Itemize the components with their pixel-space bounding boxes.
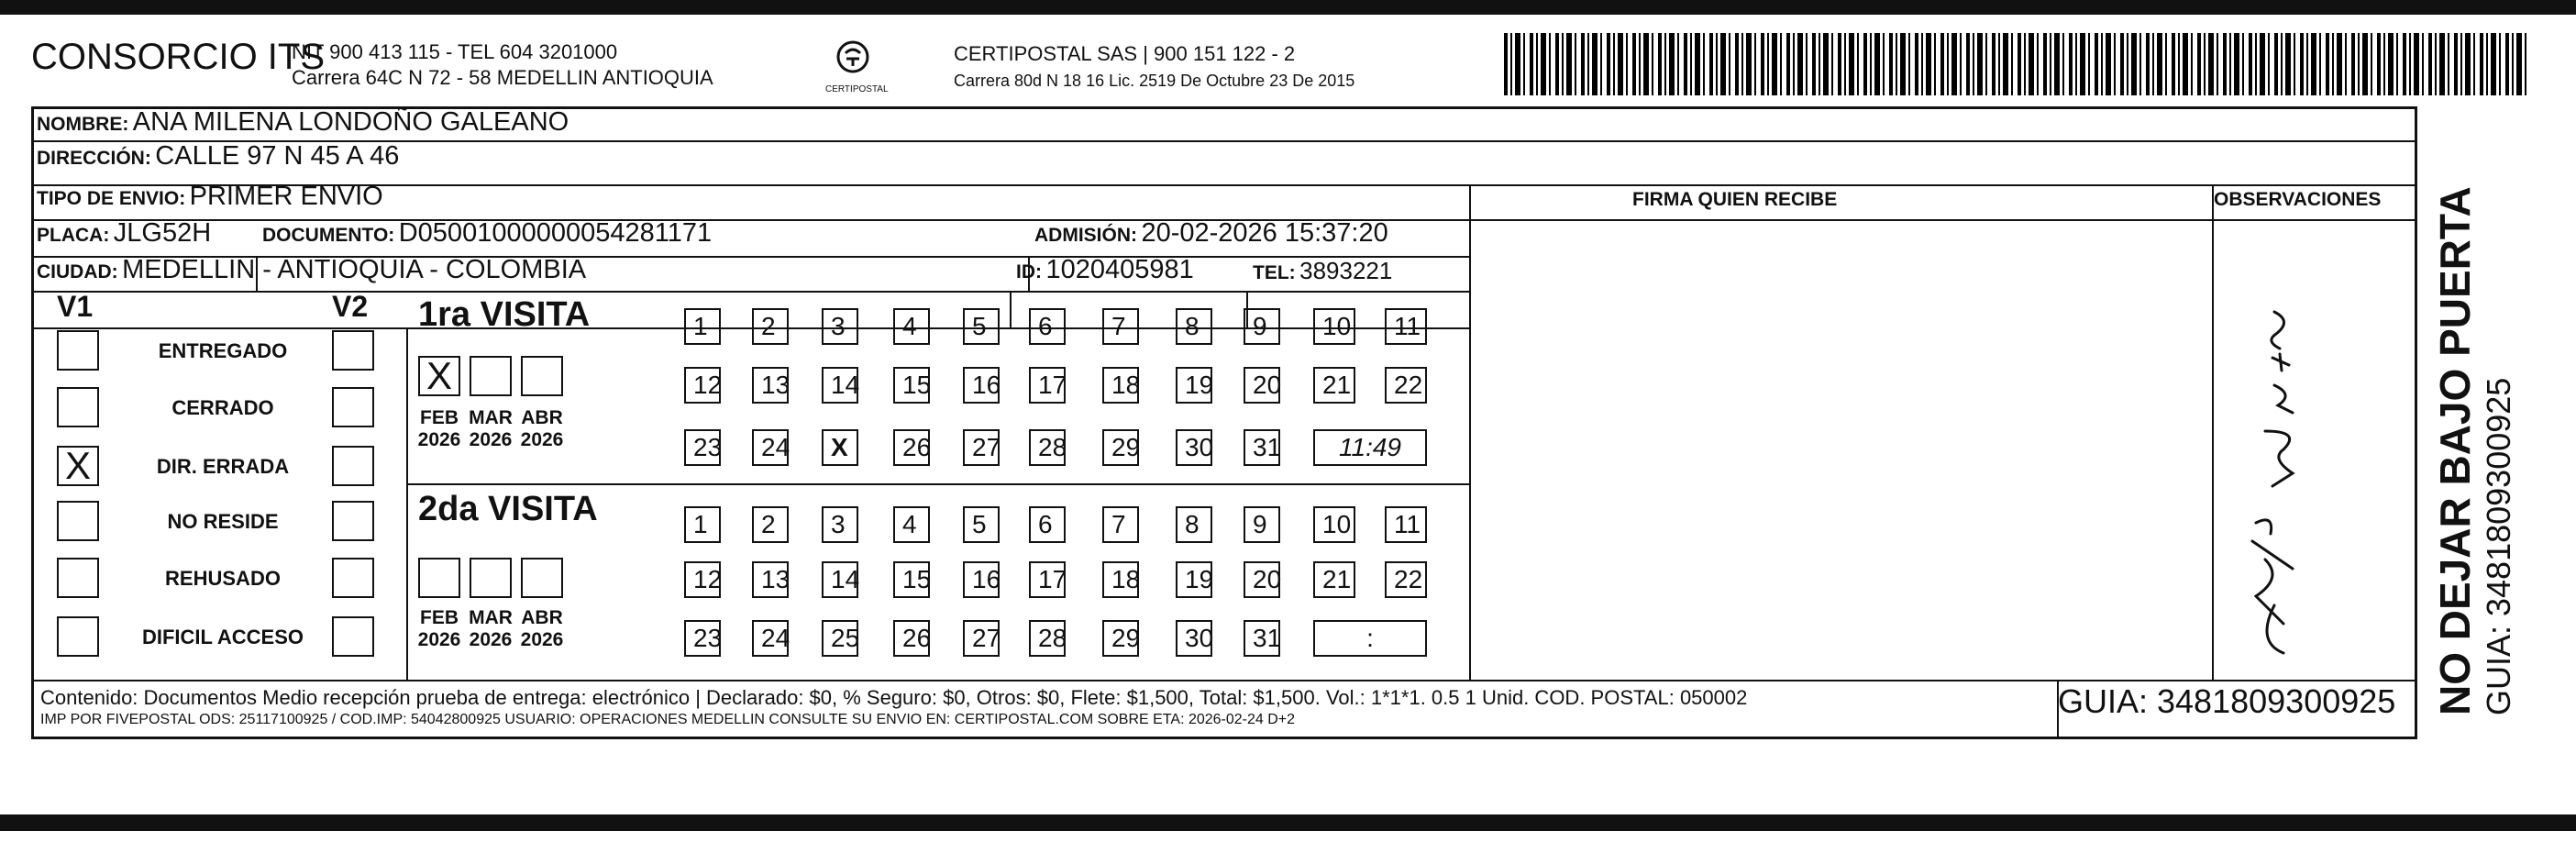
v2-checkbox[interactable] bbox=[332, 330, 374, 371]
status-label: ENTREGADO bbox=[158, 339, 288, 362]
month-year: 2026 bbox=[469, 429, 513, 450]
id-label: ID: bbox=[1016, 261, 1042, 283]
company-name: CONSORCIO ITS bbox=[31, 37, 326, 77]
day-box[interactable]: 11 bbox=[1385, 506, 1427, 543]
content-details: Contenido: Documentos Medio recepción prueba de entrega: electrónico | Declarado: $0, % Seguro: $0, Otros: $0, Flete: $1,500, Total: $1,500. Vol.: 1*1*1. 0.5 1 Unid. COD. POSTAL: 050002 bbox=[40, 686, 1748, 709]
month-year: 2026 bbox=[417, 429, 461, 450]
day-box[interactable]: 30 bbox=[1176, 620, 1212, 657]
company-address: Carrera 64C N 72 - 58 MEDELLIN ANTIOQUIA bbox=[292, 66, 713, 89]
admision-row bbox=[1034, 218, 1388, 249]
day-box[interactable]: 24 bbox=[752, 429, 789, 466]
day-box[interactable]: 19 bbox=[1176, 367, 1212, 404]
month-checkbox[interactable] bbox=[470, 356, 512, 396]
day-box[interactable]: 4 bbox=[893, 506, 930, 543]
certipostal-logo-icon bbox=[830, 37, 876, 83]
placa-value: JLG52H bbox=[113, 218, 212, 248]
direccion-value: CALLE 97 N 45 A 46 bbox=[155, 141, 400, 171]
bottom-black-bar bbox=[0, 814, 2576, 831]
day-box[interactable]: 18 bbox=[1102, 367, 1139, 404]
day-box[interactable]: 14 bbox=[822, 367, 858, 404]
observaciones-header: OBSERVACIONES bbox=[2214, 189, 2382, 210]
day-box[interactable]: 4 bbox=[893, 308, 930, 345]
day-box[interactable]: 2 bbox=[752, 308, 789, 345]
day-box[interactable]: 8 bbox=[1176, 308, 1212, 345]
barcode bbox=[1504, 33, 2529, 95]
company-nit: NIT 900 413 115 - TEL 604 3201000 bbox=[292, 40, 618, 63]
day-box[interactable]: 21 bbox=[1313, 561, 1355, 598]
nombre-row bbox=[37, 107, 569, 138]
day-box[interactable]: 10 bbox=[1313, 308, 1355, 345]
month-label bbox=[517, 407, 567, 451]
status-label: REHUSADO bbox=[165, 567, 281, 590]
tipo-value: PRIMER ENVIO bbox=[189, 182, 383, 211]
day-box[interactable]: 12 bbox=[684, 367, 721, 404]
day-box[interactable]: 26 bbox=[893, 429, 930, 466]
month-name: MAR bbox=[469, 407, 513, 428]
id-row bbox=[1016, 255, 1194, 285]
day-box[interactable]: 5 bbox=[963, 506, 1000, 543]
tipo-label: TIPO DE ENVIO: bbox=[37, 188, 186, 209]
month-name: FEB bbox=[420, 407, 459, 428]
day-box[interactable]: 16 bbox=[963, 367, 1000, 404]
day-box[interactable]: 29 bbox=[1102, 429, 1139, 466]
month-label bbox=[415, 607, 464, 651]
day-box[interactable]: 3 bbox=[822, 506, 858, 543]
tel-row bbox=[1253, 257, 1392, 285]
day-box[interactable]: 7 bbox=[1102, 308, 1139, 345]
month-name: ABR bbox=[521, 407, 563, 428]
month-checkbox[interactable] bbox=[521, 558, 563, 598]
day-box[interactable]: 3 bbox=[822, 308, 858, 345]
carrier-line: CERTIPOSTAL SAS | 900 151 122 - 2 bbox=[954, 42, 1296, 65]
guia-number: GUIA: 3481809300925 bbox=[2058, 682, 2396, 720]
direccion-row bbox=[37, 141, 399, 172]
day-box[interactable]: 24 bbox=[752, 620, 789, 657]
day-box[interactable]: 25 bbox=[822, 620, 858, 657]
firma-header: FIRMA QUIEN RECIBE bbox=[1632, 189, 1838, 210]
v2-header: V2 bbox=[332, 290, 369, 323]
logo-text: CERTIPOSTAL bbox=[825, 84, 889, 94]
day-box[interactable]: 14 bbox=[822, 561, 858, 598]
v1-checkbox[interactable] bbox=[57, 387, 99, 427]
time-box[interactable]: : bbox=[1313, 620, 1427, 657]
day-box[interactable]: 17 bbox=[1029, 561, 1066, 598]
day-box[interactable]: 6 bbox=[1029, 308, 1066, 345]
month-year: 2026 bbox=[469, 629, 513, 650]
v2-checkbox[interactable] bbox=[332, 387, 374, 427]
status-label: NO RESIDE bbox=[167, 510, 279, 533]
day-box[interactable]: 28 bbox=[1029, 429, 1066, 466]
day-box[interactable]: 9 bbox=[1244, 308, 1280, 345]
v2-checkbox[interactable] bbox=[332, 446, 374, 486]
day-box[interactable]: 18 bbox=[1102, 561, 1139, 598]
month-year: 2026 bbox=[520, 629, 564, 650]
v1-checkbox[interactable] bbox=[57, 616, 99, 657]
v1-checkbox[interactable] bbox=[57, 558, 99, 598]
status-label: DIR. ERRADA bbox=[156, 455, 290, 478]
month-year: 2026 bbox=[520, 429, 564, 450]
month-checkbox[interactable] bbox=[521, 356, 563, 396]
day-box[interactable]: 1 bbox=[684, 308, 721, 345]
month-label bbox=[517, 607, 567, 651]
nombre-value: ANA MILENA LONDOÑO GALEANO bbox=[132, 107, 569, 137]
day-box[interactable]: 26 bbox=[893, 620, 930, 657]
v1-header: V1 bbox=[57, 290, 94, 323]
day-box[interactable]: 13 bbox=[752, 367, 789, 404]
v1-checkbox[interactable] bbox=[57, 501, 99, 541]
month-checkbox[interactable] bbox=[470, 558, 512, 598]
time-box[interactable]: 11:49 bbox=[1313, 429, 1427, 466]
day-box[interactable]: 17 bbox=[1029, 367, 1066, 404]
day-box[interactable]: 19 bbox=[1176, 561, 1212, 598]
documento-value: D05001000000054281171 bbox=[398, 218, 713, 248]
tipo-row bbox=[37, 182, 383, 212]
day-box[interactable]: 7 bbox=[1102, 506, 1139, 543]
placa-label: PLACA: bbox=[37, 225, 110, 246]
day-box[interactable]: 8 bbox=[1176, 506, 1212, 543]
day-box[interactable]: 22 bbox=[1385, 367, 1427, 404]
month-label bbox=[466, 607, 515, 651]
side-warning: NO DEJAR BAJO PUERTA bbox=[2431, 186, 2479, 715]
day-box[interactable]: 12 bbox=[684, 561, 721, 598]
day-box[interactable]: 20 bbox=[1244, 561, 1280, 598]
first-visit-title: 1ra VISITA bbox=[418, 295, 591, 334]
ciudad-label: CIUDAD: bbox=[37, 261, 118, 283]
day-box[interactable]: 27 bbox=[963, 620, 1000, 657]
day-box[interactable]: 29 bbox=[1102, 620, 1139, 657]
day-box[interactable]: 28 bbox=[1029, 620, 1066, 657]
direccion-label: DIRECCIÓN: bbox=[37, 148, 151, 169]
day-box[interactable]: 31 bbox=[1244, 429, 1280, 466]
day-box[interactable]: 23 bbox=[684, 620, 721, 657]
status-label: DIFICIL ACCESO bbox=[141, 626, 304, 648]
day-box[interactable]: 1 bbox=[684, 506, 721, 543]
id-value: 1020405981 bbox=[1045, 255, 1194, 284]
v2-checkbox[interactable] bbox=[332, 616, 374, 657]
placa-row bbox=[37, 218, 211, 249]
day-box[interactable]: 23 bbox=[684, 429, 721, 466]
day-box[interactable]: 20 bbox=[1244, 367, 1280, 404]
ciudad-row bbox=[37, 255, 586, 285]
month-name: FEB bbox=[420, 607, 459, 628]
day-box[interactable]: 10 bbox=[1313, 506, 1355, 543]
month-label bbox=[466, 407, 515, 451]
month-name: MAR bbox=[469, 607, 513, 628]
day-box[interactable]: 2 bbox=[752, 506, 789, 543]
handwritten-observation bbox=[2219, 294, 2348, 660]
v2-checkbox[interactable] bbox=[332, 501, 374, 541]
v1-checkbox[interactable] bbox=[57, 330, 99, 371]
month-year: 2026 bbox=[417, 629, 461, 650]
admision-value: 20-02-2026 15:37:20 bbox=[1141, 218, 1388, 248]
day-box[interactable]: 31 bbox=[1244, 620, 1280, 657]
day-box[interactable]: 27 bbox=[963, 429, 1000, 466]
shipping-form bbox=[31, 106, 2417, 739]
tel-label: TEL: bbox=[1253, 262, 1296, 283]
documento-label: DOCUMENTO: bbox=[262, 225, 395, 246]
day-box[interactable]: 5 bbox=[963, 308, 1000, 345]
tel-value: 3893221 bbox=[1299, 257, 1393, 284]
month-checkbox[interactable] bbox=[418, 558, 460, 598]
v2-checkbox[interactable] bbox=[332, 558, 374, 598]
nombre-label: NOMBRE: bbox=[37, 114, 129, 135]
day-box[interactable]: 16 bbox=[963, 561, 1000, 598]
day-box[interactable]: 13 bbox=[752, 561, 789, 598]
month-name: ABR bbox=[521, 607, 563, 628]
side-notice bbox=[2430, 186, 2518, 715]
documento-row bbox=[262, 218, 712, 249]
month-label bbox=[415, 407, 464, 451]
admision-label: ADMISIÓN: bbox=[1034, 225, 1137, 246]
day-box[interactable]: 6 bbox=[1029, 506, 1066, 543]
day-box[interactable]: 9 bbox=[1244, 506, 1280, 543]
day-box[interactable]: 30 bbox=[1176, 429, 1212, 466]
month-checkbox[interactable]: X bbox=[418, 356, 460, 396]
second-visit-title: 2da VISITA bbox=[418, 490, 598, 528]
day-box[interactable]: 15 bbox=[893, 561, 930, 598]
license-line: Carrera 80d N 18 16 Lic. 2519 De Octubre 23 De 2015 bbox=[954, 72, 1355, 90]
v1-checkbox[interactable]: X bbox=[57, 446, 99, 486]
side-guia: GUIA: 3481809300925 bbox=[2480, 377, 2517, 715]
day-box[interactable]: 15 bbox=[893, 367, 930, 404]
day-box[interactable]: X bbox=[822, 429, 858, 466]
day-box[interactable]: 11 bbox=[1385, 308, 1427, 345]
top-black-bar bbox=[0, 0, 2576, 15]
print-details: IMP POR FIVEPOSTAL ODS: 25117100925 / COD.IMP: 54042800925 USUARIO: OPERACIONES MEDELLIN CONSULTE SU ENVIO EN: CERTIPOSTAL.COM SOBRE ETA: 2026-02-24 D+2 bbox=[40, 712, 1296, 727]
day-box[interactable]: 22 bbox=[1385, 561, 1427, 598]
status-label: CERRADO bbox=[171, 396, 274, 419]
ciudad-value: MEDELLIN - ANTIOQUIA - COLOMBIA bbox=[122, 255, 587, 284]
day-box[interactable]: 21 bbox=[1313, 367, 1355, 404]
